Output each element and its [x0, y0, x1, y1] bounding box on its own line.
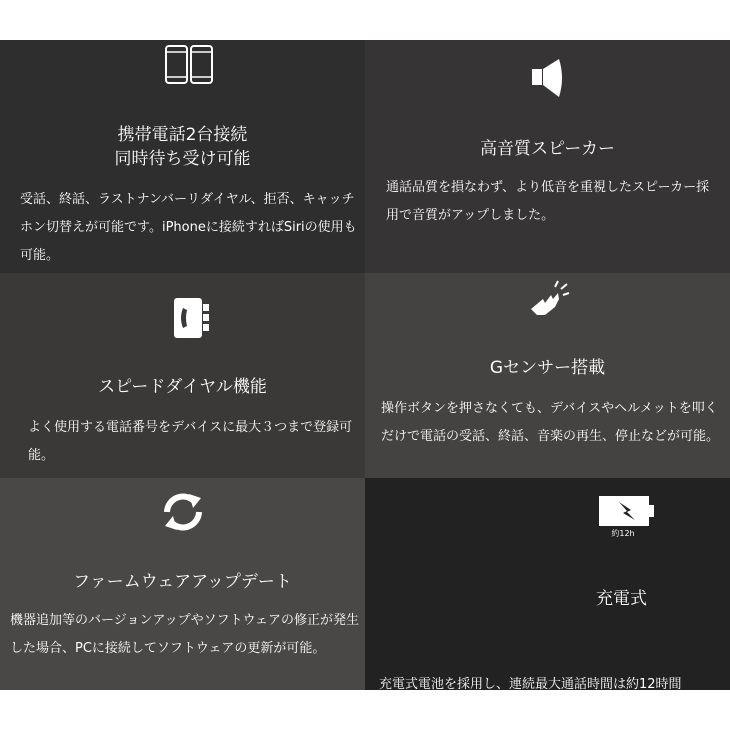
- feature-card-speed-dial: [0, 273, 365, 478]
- feature-description: 充電式電池を採用し、連続最大通話時間は約12時間: [379, 677, 682, 692]
- feature-description: 機器追加等のバージョンアップやソフトウェアの修正が発生した場合、PCに接続してソフトウェアの更新が可能。: [10, 613, 360, 656]
- feature-title: ファームウェアアップデート: [73, 572, 292, 592]
- feature-description: よく使用する電話番号をデバイスに最大３つまで登録可能。: [28, 420, 353, 463]
- feature-card-firmware: [0, 478, 365, 690]
- feature-description: 操作ボタンを押さなくても、デバイスやヘルメットを叩くだけで電話の受話、終話、音楽の再生、停止などが可能。: [381, 401, 720, 444]
- tap-hand-icon: [525, 279, 571, 319]
- feature-title: 高音質スピーカー: [480, 139, 615, 159]
- feature-title-line1: 携帯電話2台接続: [117, 125, 248, 145]
- feature-title: スピードダイヤル機能: [98, 377, 267, 397]
- feature-card-speaker: [365, 40, 730, 273]
- feature-title-line2: 同時待ち受け可能: [114, 149, 251, 169]
- refresh-arrows-icon: [157, 490, 209, 534]
- speaker-icon: [529, 57, 569, 99]
- phonebook-icon: [172, 296, 212, 340]
- feature-description: 通話品質を損なわず、より低音を重視したスピーカー採用で音質がアップしました。: [386, 180, 710, 223]
- dual-phone-icon: [164, 44, 216, 86]
- feature-card-charge: [365, 478, 730, 690]
- feature-card-dual-phone: [0, 40, 365, 273]
- feature-title: Gセンサー搭載: [489, 358, 606, 378]
- feature-card-g-sensor: [365, 273, 730, 478]
- battery-duration-label: 約12h: [611, 529, 635, 538]
- feature-grid: [0, 40, 730, 690]
- feature-title: 充電式: [596, 589, 647, 609]
- battery-charge-icon: [597, 494, 657, 528]
- feature-description: 受話、終話、ラストナンバーリダイヤル、拒否、キャッチホン切替えが可能です。iPhoneに接続すればSiriの使用も可能。: [20, 192, 357, 263]
